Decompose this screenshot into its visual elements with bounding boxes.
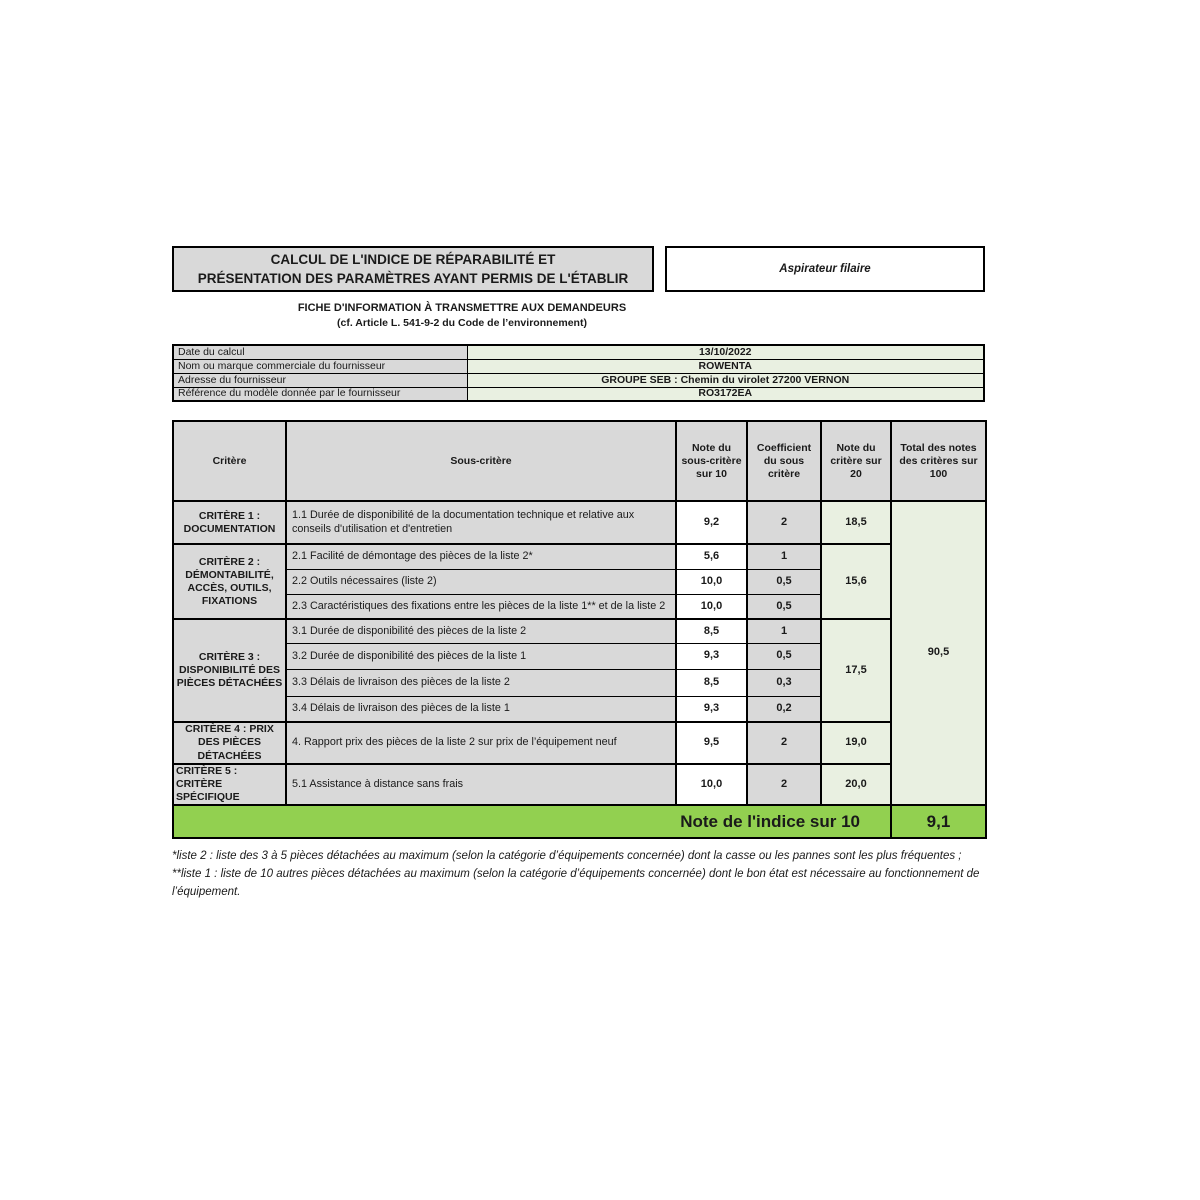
criterion-2-note20: 15,6	[821, 544, 891, 619]
sub-criterion-4: 4. Rapport prix des pièces de la liste 2 sur prix de l’équipement neuf	[286, 722, 676, 763]
note10-cell: 8,5	[676, 619, 747, 643]
header-sous-critere: Sous-critère	[286, 421, 676, 501]
coefficient-cell: 2	[747, 722, 821, 763]
index-note-value: 9,1	[891, 805, 986, 838]
sub-criterion-3-3: 3.3 Délais de livraison des pièces de la liste 2	[286, 669, 676, 696]
sub-criterion-3-2: 3.2 Durée de disponibilité des pièces de la liste 1	[286, 643, 676, 669]
info-value: ROWENTA	[467, 359, 984, 373]
criterion-3-label: CRITÈRE 3 : DISPONIBILITÉ DES PIÈCES DÉTACHÉES	[173, 619, 286, 722]
sub-criterion-3-4: 3.4 Délais de livraison des pièces de la liste 1	[286, 696, 676, 722]
criteria-table	[172, 420, 987, 839]
info-label: Nom ou marque commerciale du fournisseur	[173, 359, 467, 373]
header-coefficient: Coefficient du sous critère	[747, 421, 821, 501]
coefficient-cell: 0,5	[747, 569, 821, 594]
coefficient-cell: 0,2	[747, 696, 821, 722]
sub-criterion-2-3: 2.3 Caractéristiques des fixations entre les pièces de la liste 1** et de la liste 2	[286, 594, 676, 619]
note10-cell: 8,5	[676, 669, 747, 696]
info-label: Référence du modèle donnée par le fournisseur	[173, 387, 467, 401]
note10-cell: 9,3	[676, 643, 747, 669]
subtitle-reference: (cf. Article L. 541-9-2 du Code de l’environnement)	[337, 317, 587, 330]
note10-cell: 9,3	[676, 696, 747, 722]
table-row	[173, 501, 986, 544]
note10-cell: 10,0	[676, 764, 747, 805]
subtitle: FICHE D'INFORMATION À TRANSMETTRE AUX DEMANDEURS	[297, 302, 627, 315]
title-row	[172, 246, 985, 292]
note10-cell: 5,6	[676, 544, 747, 569]
sub-criterion-2-2: 2.2 Outils nécessaires (liste 2)	[286, 569, 676, 594]
coefficient-cell: 0,5	[747, 594, 821, 619]
sub-criterion-1-1: 1.1 Durée de disponibilité de la documentation technique et relative aux conseils d'utilisation et d'entretien	[286, 501, 676, 544]
criterion-5-label: CRITÈRE 5 : CRITÈRE SPÉCIFIQUE	[173, 764, 286, 805]
table-row	[173, 544, 986, 569]
document-title-line2: PRÉSENTATION DES PARAMÈTRES AYANT PERMIS DE L'ÉTABLIR	[197, 271, 629, 287]
header-critere: Critère	[173, 421, 286, 501]
repairability-sheet	[172, 246, 985, 902]
criterion-5-note20: 20,0	[821, 764, 891, 805]
criterion-2-label: CRITÈRE 2 : DÉMONTABILITÉ, ACCÈS, OUTILS, FIXATIONS	[173, 544, 286, 619]
coefficient-cell: 0,5	[747, 643, 821, 669]
criterion-4-note20: 19,0	[821, 722, 891, 763]
sub-criterion-2-1: 2.1 Facilité de démontage des pièces de la liste 2*	[286, 544, 676, 569]
index-note-row	[173, 805, 986, 838]
info-row-address	[173, 373, 984, 387]
index-note-label: Note de l'indice sur 10	[173, 805, 891, 838]
note10-cell: 9,5	[676, 722, 747, 763]
product-category: Aspirateur filaire	[779, 263, 871, 276]
table-row	[173, 722, 986, 763]
coefficient-cell: 2	[747, 764, 821, 805]
sub-criterion-5-1: 5.1 Assistance à distance sans frais	[286, 764, 676, 805]
criterion-1-label: CRITÈRE 1 : DOCUMENTATION	[173, 501, 286, 544]
product-category-box	[665, 246, 985, 292]
header-total-sur-100: Total des notes des critères sur 100	[891, 421, 986, 501]
note10-cell: 9,2	[676, 501, 747, 544]
document-title	[172, 246, 654, 292]
supplier-info-table	[172, 344, 985, 402]
footnote-liste2: *liste 2 : liste des 3 à 5 pièces détachées au maximum (selon la catégorie d’équipements concernée) dont la casse ou les pannes sont les plus fréquentes ;	[172, 850, 962, 863]
header-note-sur-10: Note du sous-critère sur 10	[676, 421, 747, 501]
document-title-line1: CALCUL DE L'INDICE DE RÉPARABILITÉ ET	[270, 252, 556, 267]
criterion-3-note20: 17,5	[821, 619, 891, 722]
info-label: Date du calcul	[173, 345, 467, 359]
header-note-sur-20: Note du critère sur 20	[821, 421, 891, 501]
table-row	[173, 764, 986, 805]
info-label: Adresse du fournisseur	[173, 373, 467, 387]
info-row-date	[173, 345, 984, 359]
criterion-1-note20: 18,5	[821, 501, 891, 544]
total-notes-cell: 90,5	[891, 501, 986, 805]
table-row	[173, 619, 986, 643]
coefficient-cell: 0,3	[747, 669, 821, 696]
criterion-4-label: CRITÈRE 4 : PRIX DES PIÈCES DÉTACHÉES	[173, 722, 286, 763]
info-value: RO3172EA	[467, 387, 984, 401]
note10-cell: 10,0	[676, 594, 747, 619]
criteria-table-header-row	[173, 421, 986, 501]
info-value: GROUPE SEB : Chemin du virolet 27200 VERNON	[467, 373, 984, 387]
footnotes	[172, 848, 985, 901]
sub-criterion-3-1: 3.1 Durée de disponibilité des pièces de la liste 2	[286, 619, 676, 643]
coefficient-cell: 1	[747, 544, 821, 569]
info-value: 13/10/2022	[467, 345, 984, 359]
footnote-liste1: **liste 1 : liste de 10 autres pièces détachées au maximum (selon la catégorie d’équipements concernée) dont le bon état est nécessaire au fonctionnement de l’équipement.	[172, 867, 980, 898]
info-row-model-ref	[173, 387, 984, 401]
coefficient-cell: 2	[747, 501, 821, 544]
coefficient-cell: 1	[747, 619, 821, 643]
info-row-brand	[173, 359, 984, 373]
note10-cell: 10,0	[676, 569, 747, 594]
subtitle-block	[172, 302, 752, 329]
